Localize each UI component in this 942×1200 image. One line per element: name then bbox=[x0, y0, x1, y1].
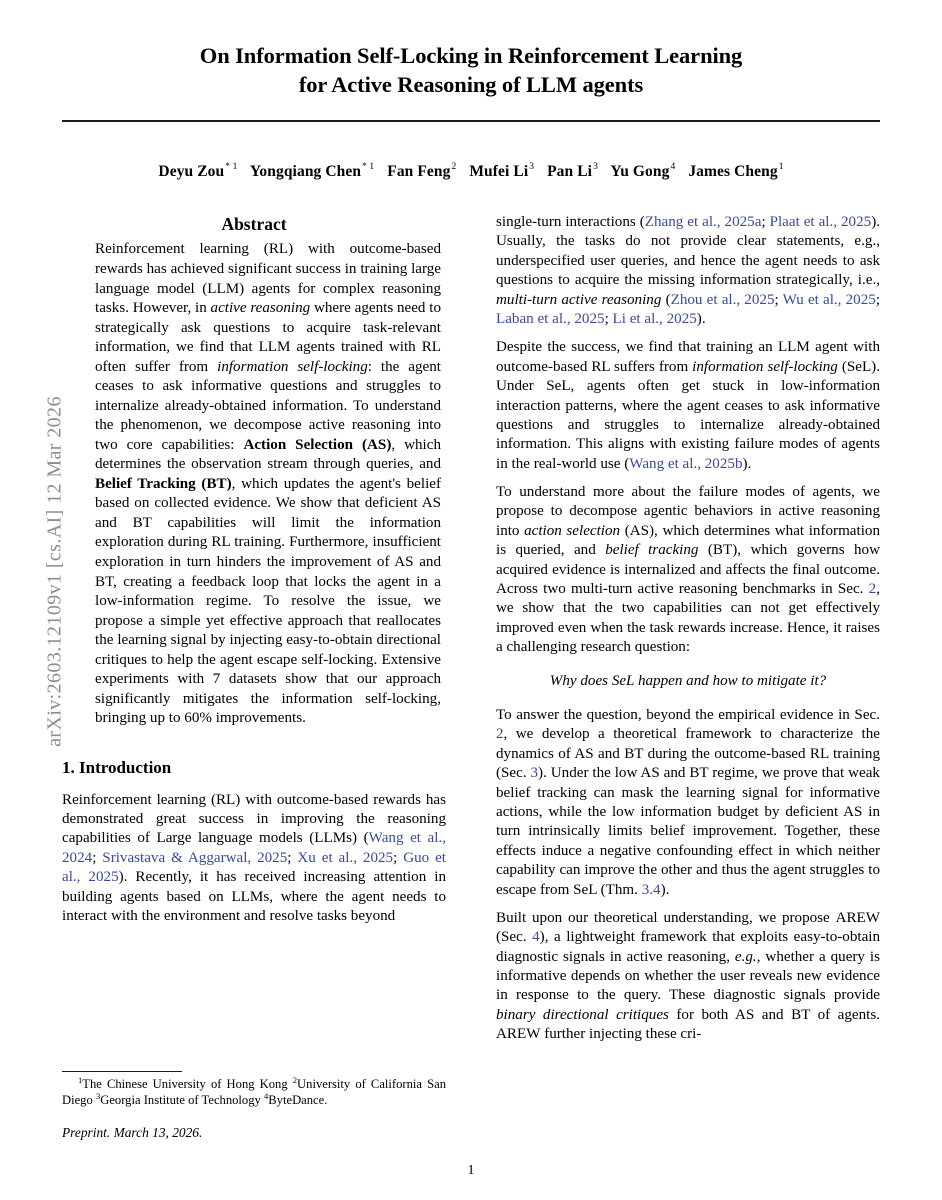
citation-link[interactable]: Xu et al., 2025 bbox=[297, 849, 394, 866]
abstract-term-as: Action Selection (AS) bbox=[243, 436, 392, 453]
right-paragraph-1 bbox=[496, 213, 880, 329]
footnote-frag: The Chinese University of Hong Kong bbox=[82, 1077, 293, 1091]
intro-frag: Reinforcement learning (RL) with outcome-based rewards has demonstrated great success in improving the reasoning capabilities of Large language models (LLMs) ( bbox=[62, 791, 446, 847]
author-name: James Cheng bbox=[688, 162, 778, 180]
author-name: Fan Feng bbox=[387, 162, 451, 180]
text-frag: (AS), which determines what information is queried, and bbox=[496, 522, 880, 559]
intro-paragraph-1 bbox=[62, 791, 446, 927]
emph-action-selection: action selection bbox=[524, 522, 621, 539]
arxiv-stamp: arXiv:2603.12109v1 [cs.AI] 12 Mar 2026 bbox=[43, 396, 66, 747]
section-reference-link[interactable]: 2 bbox=[868, 581, 877, 598]
text-sep: ; bbox=[761, 214, 770, 230]
text-frag: ( bbox=[661, 291, 671, 308]
text-frag: ). Usually, the tasks do not provide clear statements, e.g., underspecified user queries, and hence the agent needs to ask questions to acquire the missing information strategically, i.e., bbox=[496, 214, 880, 289]
citation-link[interactable]: Laban et al., 2025 bbox=[496, 310, 605, 327]
footnote-frag: University of California San Diego bbox=[62, 1077, 446, 1108]
footnote-frag: ByteDance. bbox=[268, 1093, 328, 1108]
text-sep: ; bbox=[604, 310, 613, 327]
intro-frag: ). Recently, it has received increasing attention in building agents based on LLMs, where the agent needs to interact with the environment and resolve tasks beyond bbox=[62, 869, 446, 924]
intro-sep: ; bbox=[287, 849, 298, 866]
text-frag: for both AS and BT of agents. bbox=[668, 1006, 880, 1023]
abstract-heading: Abstract bbox=[221, 214, 287, 234]
citation-link[interactable]: Zhang et al., 2025a bbox=[644, 214, 762, 230]
author-name: Pan Li bbox=[547, 162, 593, 180]
citation-link[interactable]: Guo et al., 2025 bbox=[62, 849, 446, 886]
two-column-body bbox=[62, 213, 880, 1173]
author-name: Yu Gong bbox=[610, 162, 670, 180]
emph-information-self-locking: information self-locking bbox=[692, 358, 838, 375]
abstract-emph: information self-locking bbox=[217, 358, 368, 375]
text-frag: To understand more about the failure modes of agents, we propose to decompose agentic behaviors in active reasoning into bbox=[496, 484, 880, 539]
text-frag: (BT), which governs how acquired evidence is internalized and affects the final outcome. Across two multi-turn active reasoning benchmarks in Sec. bbox=[496, 542, 880, 598]
author-affiliation-mark: 3 bbox=[593, 162, 598, 173]
citation-link[interactable]: Wang et al., 2024 bbox=[62, 830, 446, 866]
author-entry bbox=[250, 163, 374, 180]
text-frag: ). bbox=[696, 310, 706, 327]
affiliation-footnote bbox=[62, 1071, 446, 1141]
author-entry bbox=[610, 163, 675, 180]
emph-multi-turn-active-reasoning: multi-turn active reasoning bbox=[496, 291, 662, 308]
abstract-frag: , which updates the agent's belief based on collected evidence. We show that deficient AS and BT capabilities will limit the information exploration during RL training. Furthermore, insufficient exploration in turn hinders the improvement of AS and BT, creating a feedback loop that locks the agent in a low-information regime. To resolve the issue, we propose a simple yet effective approach that reallocates the learning signal by injecting easy-to-obtain directional critiques to help the agent escape self-locking. Extensive experiments with 7 datasets show that our approach significantly mitigates the information self-locking, bringing up to 60% improvements. bbox=[95, 475, 441, 727]
abstract-frag: , which determines the observation stream through queries, and bbox=[95, 436, 441, 473]
right-paragraph-2 bbox=[496, 338, 880, 474]
text-frag: ), a lightweight framework that exploits easy-to-obtain diagnostic signals in active reasoning, bbox=[496, 929, 881, 965]
text-frag: , whether a query is informative depends on whether the user reveals new evidence in response to the query. These diagnostic signals provide bbox=[496, 948, 880, 1004]
text-frag: further injecting these cri- bbox=[540, 1026, 702, 1043]
author-affiliation-mark: 4 bbox=[670, 162, 676, 173]
method-name-arew: AREW bbox=[835, 909, 880, 926]
page-title bbox=[62, 41, 880, 100]
footnote-divider bbox=[62, 1071, 182, 1072]
text-frag: Built upon our theoretical understanding, we propose bbox=[496, 909, 836, 926]
author-entry bbox=[469, 163, 534, 180]
emph-eg: e.g. bbox=[734, 948, 757, 965]
citation-link[interactable]: Wu et al., 2025 bbox=[782, 291, 876, 308]
method-name-arew: AREW bbox=[496, 1026, 541, 1043]
author-name: Deyu Zou bbox=[158, 162, 225, 180]
abstract-emph: active reasoning bbox=[210, 300, 311, 317]
footnote-mark-3: 3 bbox=[95, 1091, 101, 1102]
title-line-2: for Active Reasoning of LLM agents bbox=[298, 72, 644, 98]
abstract-section bbox=[62, 213, 446, 729]
text-sep: ; bbox=[774, 291, 783, 308]
text-sep: ; bbox=[875, 291, 881, 308]
text-frag: ). bbox=[742, 455, 752, 472]
author-name: Yongqiang Chen bbox=[249, 162, 362, 180]
text-frag: , we develop a theoretical framework to characterize the dynamics of AS and BT during the outcome-based RL training (Sec. bbox=[496, 726, 880, 782]
right-paragraph-3 bbox=[496, 483, 880, 658]
section-reference-link[interactable]: 4 bbox=[532, 929, 540, 946]
emph-binary-directional-critiques: binary directional critiques bbox=[496, 1006, 669, 1023]
abstract-term-bt: Belief Tracking (BT) bbox=[95, 475, 232, 492]
intro-sep: ; bbox=[92, 849, 103, 866]
citation-link[interactable]: Li et al., 2025 bbox=[612, 310, 697, 327]
citation-link[interactable]: Srivastava & Aggarwal, 2025 bbox=[102, 849, 288, 866]
author-affiliation-mark: 3 bbox=[529, 162, 535, 173]
citation-link[interactable]: Plaat et al., 2025 bbox=[769, 214, 872, 230]
text-frag: To answer the question, beyond the empirical evidence in Sec. bbox=[496, 706, 880, 723]
citation-link[interactable]: Zhou et al., 2025 bbox=[670, 291, 775, 308]
author-affiliation-mark: * 1 bbox=[225, 162, 238, 173]
abstract-frag: Reinforcement learning (RL) with outcome-based rewards has achieved significant success in training large language model (LLM) agents for complex reasoning tasks. However, in bbox=[95, 241, 441, 317]
right-paragraph-5 bbox=[496, 909, 880, 1045]
abstract-text bbox=[95, 240, 441, 728]
research-question: Why does SeL happen and how to mitigate it? bbox=[549, 672, 827, 689]
section-heading-introduction: 1. Introduction bbox=[62, 757, 172, 777]
footnote-mark-1: 1 bbox=[78, 1074, 83, 1085]
author-affiliation-mark: * 1 bbox=[362, 162, 375, 173]
title-line-1: On Information Self-Locking in Reinforcement Learning bbox=[199, 43, 743, 69]
theorem-reference-link[interactable]: 3.4 bbox=[641, 881, 661, 898]
left-column bbox=[62, 213, 446, 935]
title-divider bbox=[62, 120, 880, 122]
author-list bbox=[62, 163, 880, 181]
author-affiliation-mark: 1 bbox=[778, 162, 784, 173]
author-entry bbox=[547, 163, 598, 180]
author-entry bbox=[387, 163, 456, 180]
author-entry bbox=[688, 163, 783, 180]
footnote-mark-2: 2 bbox=[292, 1074, 298, 1085]
text-frag: ). bbox=[660, 881, 670, 898]
right-column bbox=[496, 213, 880, 1045]
footnote-text bbox=[62, 1076, 446, 1109]
text-frag: single-turn interactions ( bbox=[496, 214, 645, 230]
text-frag: (SeL). Under SeL, agents often get stuck in low-information interaction patterns, where the agent ceases to ask informative questions and struggles to internalize already-obtained information. This aligns with existing failure modes of agents in the real-world use ( bbox=[496, 358, 880, 472]
section-reference-link[interactable]: 3 bbox=[530, 765, 539, 782]
preprint-notice: Preprint. March 13, 2026. bbox=[62, 1124, 203, 1140]
emph-belief-tracking: belief tracking bbox=[605, 542, 699, 559]
abstract-frag: where agents need to strategically ask questions to acquire task-relevant information, we find that LLM agents trained with RL often suffer from bbox=[95, 300, 441, 375]
author-name: Mufei Li bbox=[469, 162, 529, 180]
section-reference-link[interactable]: 2 bbox=[496, 726, 504, 743]
footnote-frag: Georgia Institute of Technology bbox=[100, 1093, 264, 1108]
citation-link[interactable]: Wang et al., 2025b bbox=[629, 455, 743, 472]
text-frag: Despite the success, we find that training an LLM agent with outcome-based RL suffers from bbox=[496, 339, 880, 375]
author-affiliation-mark: 2 bbox=[451, 162, 457, 173]
right-paragraph-4 bbox=[496, 706, 880, 900]
text-frag: (Sec. bbox=[496, 929, 533, 946]
abstract-frag: : the agent ceases to ask informative questions and struggles to internalize already-obtained information. To understand the phenomenon, we decompose active reasoning into two core capabilities: bbox=[95, 358, 441, 453]
intro-sep: ; bbox=[393, 849, 404, 866]
page-number: 1 bbox=[467, 1163, 475, 1178]
text-frag: ). Under the low AS and BT regime, we prove that weak belief tracking can mask the learning signal for informative actions, while the low information budget by deficient AS in turn intrinsically limits belief improvement. Together, these effects induce a negative confounding effect in which neither capability can improve the other and thus the agent struggles to escape from SeL (Thm. bbox=[496, 765, 880, 898]
author-entry bbox=[158, 163, 237, 180]
text-frag: , we show that the two capabilities can not get effectively improved even when the task rewards increase. Hence, it raises a challenging research question: bbox=[496, 581, 880, 656]
paper-page bbox=[62, 0, 880, 1200]
footnote-mark-4: 4 bbox=[263, 1091, 269, 1102]
title-block bbox=[62, 0, 880, 122]
